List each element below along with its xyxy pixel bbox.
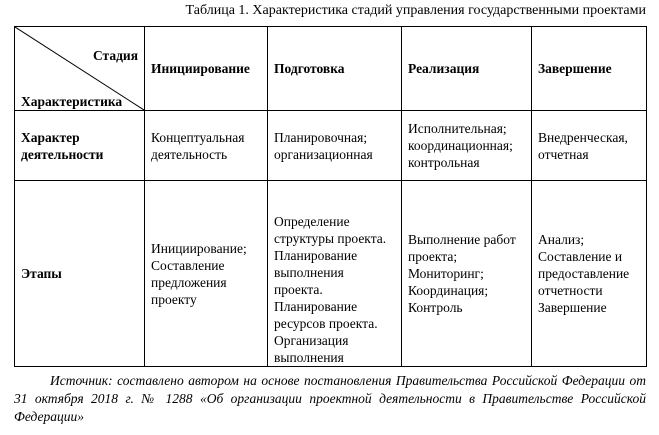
- table-caption: Таблица 1. Характеристика стадий управления государственными проектами: [185, 3, 646, 18]
- cell-activity-completion: Внедренческая, отчетная: [532, 111, 647, 181]
- stages-table: [14, 26, 647, 367]
- header-stage-implementation: Реализация: [402, 27, 532, 111]
- corner-characteristic-label: Характеристика: [21, 94, 123, 109]
- cell-activity-implementation: Исполнительная; координационная; контрольная: [402, 111, 532, 181]
- cell-activity-preparation: Планировочная; организационная: [268, 111, 402, 181]
- source-note: Источник: составлено автором на основе постановления Правительства Российской Федерации от 31 октября 2018 г. № 1288 «Об организации проектной деятельности в Правительстве Российской Федерации»: [14, 373, 646, 424]
- header-stage-initiation: Инициирование: [145, 27, 268, 111]
- cell-activity-initiation: Концептуальная деятельность: [145, 111, 268, 181]
- header-stage-completion: Завершение: [532, 27, 647, 111]
- table-row-activity-nature: [15, 111, 647, 181]
- header-stage-preparation: Подготовка: [268, 27, 402, 111]
- row-label-stages: Этапы: [15, 181, 145, 367]
- corner-cell: [15, 27, 145, 111]
- cell-stages-implementation: Выполнение работ проекта; Мониторинг; Координация; Контроль: [402, 181, 532, 367]
- cell-stages-preparation: Определение структуры проекта. Планирование выполнения проекта. Планирование ресурсов проекта. Организация выполнения: [268, 181, 402, 367]
- cell-stages-initiation: Инициирование; Составление предложения проекту: [145, 181, 268, 367]
- cell-stages-completion: Анализ; Составление и предоставление отчетности Завершение: [532, 181, 647, 367]
- header-row: [15, 27, 647, 111]
- table-row-stages: [15, 181, 647, 367]
- corner-stage-label: Стадия: [92, 48, 138, 63]
- row-label-activity-nature: Характер деятельности: [15, 111, 145, 181]
